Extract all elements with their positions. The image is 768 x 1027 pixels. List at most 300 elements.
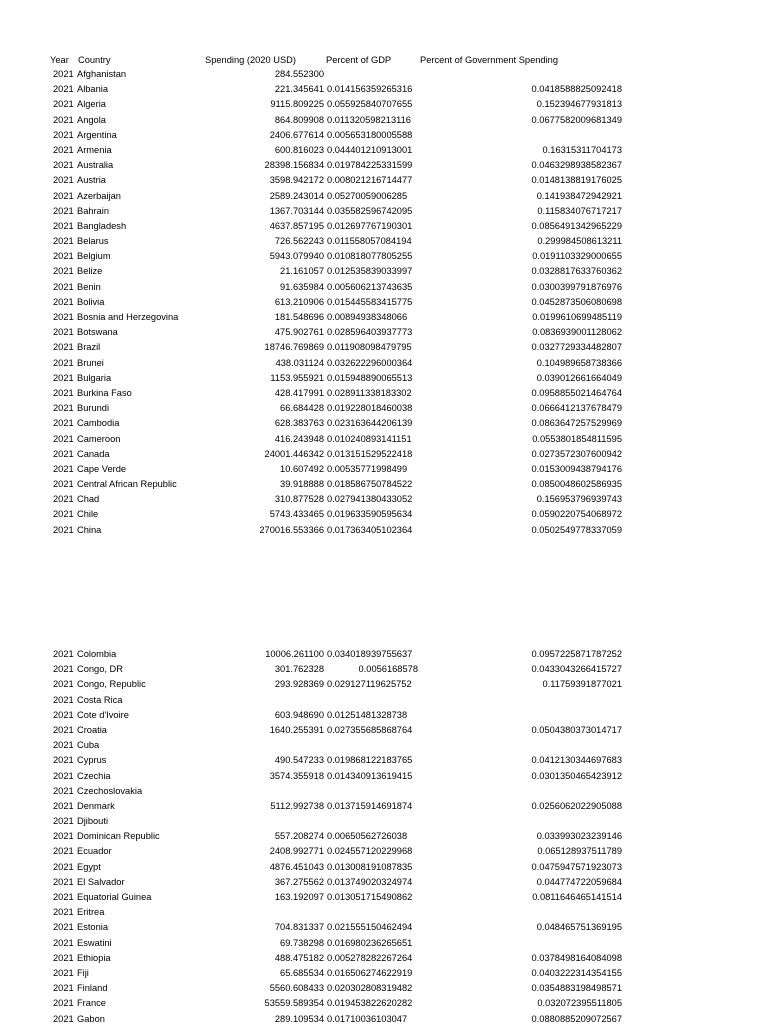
cell-spending: 628.383763 bbox=[274, 418, 324, 429]
cell-country: Chad bbox=[77, 494, 100, 505]
cell-percent-gdp: 0.00535771998499 bbox=[327, 463, 408, 474]
cell-spending: 475.902761 bbox=[274, 327, 324, 338]
cell-year: 2021 bbox=[53, 983, 74, 994]
cell-year: 2021 bbox=[53, 679, 74, 690]
cell-spending: 1640.255391 bbox=[269, 724, 324, 735]
table-row bbox=[0, 234, 768, 249]
cell-spending: 9115.809225 bbox=[270, 99, 324, 110]
cell-percent-gov: 0.0504380373014717 bbox=[531, 724, 622, 735]
cell-percent-gdp: 0.005278282267264 bbox=[327, 952, 413, 963]
cell-year: 2021 bbox=[53, 433, 74, 444]
cell-country: Cote d'Ivoire bbox=[77, 709, 129, 720]
cell-spending: 438.031124 bbox=[275, 357, 324, 368]
table-row bbox=[0, 492, 768, 507]
cell-percent-gov: 0.065128937511789 bbox=[537, 846, 622, 857]
table-row bbox=[0, 82, 768, 97]
cell-year: 2021 bbox=[53, 770, 74, 781]
cell-spending: 5560.608433 bbox=[269, 983, 324, 994]
cell-percent-gdp: 0.01710036103047 bbox=[327, 1013, 408, 1024]
cell-country: Cuba bbox=[77, 740, 100, 751]
cell-year: 2021 bbox=[53, 907, 74, 918]
table-row bbox=[0, 97, 768, 112]
cell-year: 2021 bbox=[53, 937, 74, 948]
cell-percent-gdp: 0.019784225331599 bbox=[327, 160, 413, 171]
cell-percent-gov: 0.0433043266415727 bbox=[531, 664, 622, 675]
cell-year: 2021 bbox=[53, 1013, 74, 1024]
cell-percent-gov: 0.0475947571923073 bbox=[531, 861, 622, 872]
cell-spending: 221.345641 bbox=[274, 84, 324, 95]
cell-year: 2021 bbox=[53, 922, 74, 933]
table-row bbox=[0, 189, 768, 204]
cell-country: Ethiopia bbox=[77, 952, 111, 963]
cell-country: Bosnia and Herzegovina bbox=[77, 312, 179, 322]
table-row bbox=[0, 340, 768, 355]
cell-year: 2021 bbox=[53, 800, 74, 811]
cell-percent-gov: 0.0958855021464764 bbox=[531, 387, 622, 398]
cell-country: Czechoslovakia bbox=[77, 785, 143, 796]
table-row bbox=[0, 1012, 768, 1027]
cell-spending: 416.243948 bbox=[274, 433, 324, 444]
table-row bbox=[0, 447, 768, 462]
cell-year: 2021 bbox=[53, 342, 74, 353]
table-row bbox=[0, 936, 768, 951]
table-row bbox=[0, 784, 768, 799]
cell-percent-gov: 0.0403222314354155 bbox=[531, 967, 622, 978]
cell-country: Argentina bbox=[77, 129, 117, 140]
cell-percent-gov: 0.033993023239146 bbox=[536, 831, 622, 842]
cell-percent-gdp: 0.019453822620282 bbox=[327, 998, 413, 1009]
cell-year: 2021 bbox=[53, 448, 74, 459]
cell-year: 2021 bbox=[53, 694, 74, 705]
cell-year: 2021 bbox=[53, 387, 74, 398]
cell-percent-gdp: 0.016980236265651 bbox=[327, 937, 413, 948]
table-row bbox=[0, 295, 768, 310]
cell-percent-gdp: 0.013051715490862 bbox=[327, 892, 413, 902]
cell-spending: 18746.769869 bbox=[264, 342, 324, 353]
cell-percent-gdp: 0.018586750784522 bbox=[327, 479, 413, 490]
cell-percent-gov: 0.299984508613211 bbox=[537, 236, 622, 247]
cell-year: 2021 bbox=[53, 709, 74, 720]
cell-country: Equatorial Guinea bbox=[77, 892, 152, 902]
table-row bbox=[0, 113, 768, 128]
table-row bbox=[0, 416, 768, 431]
cell-percent-gov: 0.16315311704173 bbox=[542, 144, 622, 155]
cell-country: Croatia bbox=[77, 724, 107, 735]
cell-year: 2021 bbox=[53, 296, 74, 307]
cell-percent-gov: 0.048465751369195 bbox=[536, 922, 622, 933]
cell-percent-gdp: 0.005653180005588 bbox=[327, 129, 413, 140]
cell-spending: 301.762328 bbox=[274, 664, 324, 675]
cell-country: Bahrain bbox=[77, 205, 110, 216]
cell-percent-gdp: 0.013008191087835 bbox=[327, 861, 413, 872]
table-row bbox=[0, 996, 768, 1011]
cell-year: 2021 bbox=[53, 785, 74, 796]
table-row bbox=[0, 264, 768, 279]
cell-percent-gdp: 0.023163644206139 bbox=[327, 418, 413, 429]
table-row bbox=[0, 647, 768, 662]
cell-percent-gov: 0.141938472942921 bbox=[536, 190, 622, 201]
cell-percent-gdp: 0.024557120229968 bbox=[327, 846, 413, 857]
cell-spending: 10.607492 bbox=[280, 463, 324, 474]
cell-country: Belgium bbox=[77, 251, 111, 262]
cell-country: Czechia bbox=[77, 770, 111, 781]
cell-percent-gdp: 0.020302808319482 bbox=[327, 983, 413, 994]
cell-percent-gov: 0.0463298938582367 bbox=[531, 160, 622, 171]
cell-year: 2021 bbox=[53, 266, 74, 277]
cell-spending: 39.918888 bbox=[280, 479, 324, 490]
cell-percent-gdp: 0.055925840707655 bbox=[327, 99, 413, 110]
table-row bbox=[0, 143, 768, 158]
cell-spending: 864.809908 bbox=[274, 114, 324, 125]
header-spending: Spending (2020 USD) bbox=[205, 55, 296, 65]
cell-country: Benin bbox=[77, 281, 101, 292]
cell-spending: 181.548696 bbox=[274, 312, 324, 322]
cell-year: 2021 bbox=[53, 84, 74, 95]
table-row bbox=[0, 462, 768, 477]
cell-country: Bulgaria bbox=[77, 372, 112, 383]
cell-percent-gov: 0.0418588825092418 bbox=[531, 84, 622, 95]
cell-spending: 69.738298 bbox=[280, 937, 324, 948]
cell-country: Albania bbox=[77, 84, 109, 95]
cell-year: 2021 bbox=[53, 816, 74, 827]
cell-country: Armenia bbox=[77, 144, 112, 155]
cell-percent-gov: 0.0273572307600942 bbox=[531, 448, 622, 459]
cell-year: 2021 bbox=[53, 861, 74, 872]
cell-percent-gdp: 0.013749020324974 bbox=[327, 876, 413, 887]
cell-year: 2021 bbox=[53, 509, 74, 520]
cell-percent-gdp: 0.027941380433052 bbox=[327, 494, 413, 505]
cell-percent-gdp: 0.019868122183765 bbox=[327, 755, 413, 766]
cell-spending: 367.275562 bbox=[274, 876, 324, 887]
table-row bbox=[0, 401, 768, 416]
cell-percent-gdp: 0.014156359265316 bbox=[327, 84, 413, 95]
table-row bbox=[0, 920, 768, 935]
table-row bbox=[0, 128, 768, 143]
cell-year: 2021 bbox=[53, 463, 74, 474]
cell-percent-gov: 0.0553801854811595 bbox=[532, 433, 622, 444]
table-row bbox=[0, 890, 768, 905]
cell-spending: 3574.355918 bbox=[269, 770, 324, 781]
cell-percent-gdp: 0.016506274622919 bbox=[327, 967, 413, 978]
cell-country: Gabon bbox=[77, 1013, 105, 1024]
cell-spending: 2408.992771 bbox=[269, 846, 324, 857]
cell-year: 2021 bbox=[53, 418, 74, 429]
cell-country: Chile bbox=[77, 509, 99, 520]
cell-year: 2021 bbox=[53, 175, 74, 186]
cell-percent-gov: 0.0378498164084098 bbox=[531, 952, 622, 963]
cell-spending: 293.928369 bbox=[274, 679, 324, 690]
cell-year: 2021 bbox=[53, 755, 74, 766]
table-row bbox=[0, 981, 768, 996]
table-row bbox=[0, 507, 768, 522]
table-row bbox=[0, 67, 768, 82]
cell-percent-gdp: 0.05270059006285 bbox=[327, 190, 408, 201]
cell-country: France bbox=[77, 998, 106, 1009]
cell-percent-gov: 0.0153009438794176 bbox=[531, 463, 622, 474]
cell-spending: 310.877528 bbox=[274, 494, 324, 505]
cell-country: Eswatini bbox=[77, 937, 112, 948]
cell-percent-gov: 0.0452873506080698 bbox=[531, 296, 622, 307]
cell-spending: 5743.433465 bbox=[269, 509, 324, 520]
cell-country: Cambodia bbox=[77, 418, 120, 429]
cell-spending: 2589.243014 bbox=[269, 190, 324, 201]
cell-spending: 21.161057 bbox=[280, 266, 324, 277]
table-row bbox=[0, 769, 768, 784]
cell-spending: 2406.677614 bbox=[269, 129, 324, 140]
cell-percent-gov: 0.0863647257529969 bbox=[531, 418, 622, 429]
cell-percent-gdp: 0.027355685868764 bbox=[327, 724, 413, 735]
table-row bbox=[0, 844, 768, 859]
cell-country: Congo, DR bbox=[77, 664, 123, 675]
cell-country: Algeria bbox=[77, 99, 106, 110]
table-row bbox=[0, 829, 768, 844]
cell-percent-gov: 0.0354883198498571 bbox=[531, 983, 622, 994]
cell-percent-gdp: 0.034018939755637 bbox=[327, 649, 413, 659]
table-row bbox=[0, 523, 768, 538]
table-row bbox=[0, 280, 768, 295]
cell-percent-gdp: 0.019633590595634 bbox=[327, 509, 413, 520]
table-row bbox=[0, 310, 768, 325]
cell-percent-gov: 0.0301350465423912 bbox=[531, 770, 622, 781]
cell-percent-gov: 0.0328817633760362 bbox=[531, 266, 622, 277]
cell-country: Burkina Faso bbox=[77, 387, 132, 398]
table-row bbox=[0, 677, 768, 692]
cell-percent-gov: 0.044774722059684 bbox=[536, 876, 622, 887]
cell-spending: 5112.992738 bbox=[270, 800, 324, 811]
cell-year: 2021 bbox=[53, 494, 74, 505]
table-row bbox=[0, 158, 768, 173]
cell-country: Denmark bbox=[77, 800, 115, 811]
cell-year: 2021 bbox=[53, 312, 74, 322]
cell-percent-gdp: 0.035582596742095 bbox=[327, 205, 413, 216]
cell-percent-gdp: 0.008021216714477 bbox=[327, 175, 413, 186]
cell-country: Austria bbox=[77, 175, 106, 186]
cell-percent-gdp: 0.011558057084194 bbox=[327, 236, 412, 247]
cell-percent-gdp: 0.005606213743635 bbox=[327, 281, 413, 292]
cell-percent-gdp: 0.028596403937773 bbox=[327, 327, 413, 338]
cell-year: 2021 bbox=[53, 114, 74, 125]
cell-spending: 490.547233 bbox=[274, 755, 324, 766]
cell-percent-gdp: 0.015445583415775 bbox=[327, 296, 413, 307]
cell-spending: 613.210906 bbox=[274, 296, 324, 307]
cell-year: 2021 bbox=[53, 524, 74, 535]
cell-spending: 4876.451043 bbox=[269, 861, 324, 872]
cell-percent-gov: 0.104989658738366 bbox=[536, 357, 622, 368]
table-row bbox=[0, 860, 768, 875]
cell-country: Belarus bbox=[77, 236, 109, 247]
cell-percent-gov: 0.0300399791876976 bbox=[531, 281, 622, 292]
cell-country: Cameroon bbox=[77, 433, 121, 444]
cell-year: 2021 bbox=[53, 160, 74, 171]
cell-year: 2021 bbox=[53, 236, 74, 247]
cell-year: 2021 bbox=[53, 190, 74, 201]
cell-percent-gov: 0.152394677931813 bbox=[536, 99, 622, 110]
cell-year: 2021 bbox=[53, 99, 74, 110]
cell-spending: 4637.857195 bbox=[269, 220, 324, 231]
table-row bbox=[0, 723, 768, 738]
cell-country: Bangladesh bbox=[77, 220, 127, 231]
cell-year: 2021 bbox=[53, 357, 74, 368]
table-row bbox=[0, 432, 768, 447]
cell-spending: 284.552300 bbox=[274, 69, 324, 79]
cell-year: 2021 bbox=[53, 220, 74, 231]
cell-percent-gdp: 0.013151529522418 bbox=[327, 448, 413, 459]
cell-percent-gov: 0.0256062022905088 bbox=[531, 800, 622, 811]
cell-percent-gov: 0.0666412137678479 bbox=[531, 403, 622, 414]
cell-percent-gov: 0.0412130344697683 bbox=[531, 755, 622, 766]
cell-percent-gdp: 0.021555150462494 bbox=[327, 922, 413, 933]
table-row bbox=[0, 708, 768, 723]
table-row bbox=[0, 371, 768, 386]
cell-percent-gov: 0.0148138819176025 bbox=[531, 175, 622, 186]
cell-spending: 289.109534 bbox=[274, 1013, 324, 1024]
cell-year: 2021 bbox=[53, 846, 74, 857]
cell-spending: 704.831337 bbox=[274, 922, 324, 933]
cell-percent-gdp: 0.00650562726038 bbox=[327, 831, 408, 842]
cell-country: Congo, Republic bbox=[77, 679, 146, 690]
cell-country: Colombia bbox=[77, 649, 117, 659]
cell-year: 2021 bbox=[53, 967, 74, 978]
cell-country: Cape Verde bbox=[77, 463, 127, 474]
cell-country: Estonia bbox=[77, 922, 109, 933]
cell-country: Egypt bbox=[77, 861, 101, 872]
cell-percent-gov: 0.039012661664049 bbox=[536, 372, 622, 383]
cell-percent-gov: 0.0199610699485119 bbox=[532, 312, 622, 322]
cell-country: Brunei bbox=[77, 357, 104, 368]
cell-year: 2021 bbox=[53, 479, 74, 490]
table-row bbox=[0, 814, 768, 829]
cell-spending: 53559.589354 bbox=[264, 998, 324, 1009]
cell-year: 2021 bbox=[53, 69, 74, 79]
table-row bbox=[0, 799, 768, 814]
cell-percent-gov: 0.032072395511805 bbox=[537, 998, 622, 1009]
table-row bbox=[0, 356, 768, 371]
cell-percent-gdp: 0.013715914691874 bbox=[327, 800, 413, 811]
cell-percent-gdp: 0.01251481328738 bbox=[327, 709, 408, 720]
cell-country: Central African Republic bbox=[77, 479, 177, 490]
cell-percent-gov: 0.156953796939743 bbox=[536, 494, 622, 505]
cell-spending: 65.685534 bbox=[280, 967, 324, 978]
cell-spending: 488.475182 bbox=[274, 952, 324, 963]
cell-spending: 28398.156834 bbox=[264, 160, 324, 171]
cell-year: 2021 bbox=[53, 144, 74, 155]
cell-percent-gdp: 0.012535839033997 bbox=[327, 266, 413, 277]
cell-percent-gdp: 0.0056168578 bbox=[358, 664, 418, 675]
cell-country: Angola bbox=[77, 114, 106, 125]
table-row bbox=[0, 173, 768, 188]
cell-percent-gov: 0.0850048602586935 bbox=[531, 479, 622, 490]
header-percent-gov: Percent of Government Spending bbox=[420, 55, 558, 65]
cell-country: China bbox=[77, 524, 102, 535]
cell-spending: 10006.261100 bbox=[265, 649, 324, 659]
cell-country: Ecuador bbox=[77, 846, 112, 857]
table-row bbox=[0, 386, 768, 401]
cell-year: 2021 bbox=[53, 892, 74, 902]
cell-country: Brazil bbox=[77, 342, 101, 353]
cell-year: 2021 bbox=[53, 664, 74, 675]
cell-country: Cyprus bbox=[77, 755, 107, 766]
table-row bbox=[0, 951, 768, 966]
cell-country: Belize bbox=[77, 266, 103, 277]
cell-spending: 3598.942172 bbox=[269, 175, 324, 186]
cell-spending: 600.816023 bbox=[274, 144, 324, 155]
cell-year: 2021 bbox=[53, 649, 74, 659]
cell-percent-gdp: 0.010240893141151 bbox=[327, 433, 412, 444]
cell-percent-gov: 0.0880885209072567 bbox=[531, 1013, 622, 1024]
cell-country: Canada bbox=[77, 448, 110, 459]
cell-year: 2021 bbox=[53, 831, 74, 842]
cell-spending: 603.948690 bbox=[274, 709, 324, 720]
cell-percent-gov: 0.0327729334482807 bbox=[531, 342, 622, 353]
cell-year: 2021 bbox=[53, 251, 74, 262]
cell-spending: 1367.703144 bbox=[269, 205, 324, 216]
cell-year: 2021 bbox=[53, 740, 74, 751]
cell-percent-gdp: 0.017363405102364 bbox=[327, 524, 413, 535]
cell-percent-gov: 0.0836939001128062 bbox=[532, 327, 622, 338]
cell-percent-gdp: 0.011320598213116 bbox=[327, 114, 411, 125]
table-row bbox=[0, 738, 768, 753]
cell-year: 2021 bbox=[53, 281, 74, 292]
cell-spending: 726.562243 bbox=[274, 236, 324, 247]
table-block-1 bbox=[0, 67, 768, 538]
header-country: Country bbox=[78, 55, 111, 65]
cell-year: 2021 bbox=[53, 998, 74, 1009]
cell-percent-gov: 0.0811646465141514 bbox=[532, 892, 622, 902]
cell-year: 2021 bbox=[53, 724, 74, 735]
cell-spending: 24001.446342 bbox=[264, 448, 324, 459]
cell-spending: 66.684428 bbox=[280, 403, 324, 414]
cell-country: Azerbaijan bbox=[77, 190, 121, 201]
cell-year: 2021 bbox=[53, 876, 74, 887]
cell-percent-gov: 0.0856491342965229 bbox=[531, 220, 622, 231]
cell-percent-gov: 0.0191103329000655 bbox=[532, 251, 622, 262]
header-year: Year bbox=[50, 55, 69, 65]
table-row bbox=[0, 966, 768, 981]
table-row bbox=[0, 204, 768, 219]
cell-percent-gdp: 0.010818077805255 bbox=[327, 251, 413, 262]
cell-percent-gdp: 0.012697767190301 bbox=[327, 220, 413, 231]
cell-percent-gdp: 0.028911338183302 bbox=[327, 387, 412, 398]
cell-country: Finland bbox=[77, 983, 108, 994]
cell-spending: 557.208274 bbox=[274, 831, 324, 842]
cell-percent-gov: 0.115834076717217 bbox=[537, 205, 622, 216]
cell-year: 2021 bbox=[53, 327, 74, 338]
cell-year: 2021 bbox=[53, 403, 74, 414]
cell-country: Burundi bbox=[77, 403, 110, 414]
cell-percent-gov: 0.0957225871787252 bbox=[531, 649, 622, 659]
cell-year: 2021 bbox=[53, 372, 74, 383]
cell-spending: 1153.955921 bbox=[270, 372, 324, 383]
table-row bbox=[0, 875, 768, 890]
cell-percent-gdp: 0.011908098479795 bbox=[327, 342, 412, 353]
cell-spending: 91.635984 bbox=[280, 281, 324, 292]
table-row bbox=[0, 693, 768, 708]
cell-country: Eritrea bbox=[77, 907, 105, 918]
cell-year: 2021 bbox=[53, 205, 74, 216]
table-row bbox=[0, 249, 768, 264]
cell-country: Afghanistan bbox=[77, 69, 127, 79]
cell-year: 2021 bbox=[53, 952, 74, 963]
cell-country: Australia bbox=[77, 160, 114, 171]
cell-country: Costa Rica bbox=[77, 694, 123, 705]
cell-percent-gov: 0.0590220754068972 bbox=[531, 509, 622, 520]
cell-percent-gdp: 0.032622296000364 bbox=[327, 357, 413, 368]
cell-country: Fiji bbox=[77, 967, 89, 978]
cell-country: Bolivia bbox=[77, 296, 105, 307]
table-row bbox=[0, 219, 768, 234]
cell-year: 2021 bbox=[53, 129, 74, 140]
cell-percent-gdp: 0.029127119625752 bbox=[327, 679, 412, 690]
